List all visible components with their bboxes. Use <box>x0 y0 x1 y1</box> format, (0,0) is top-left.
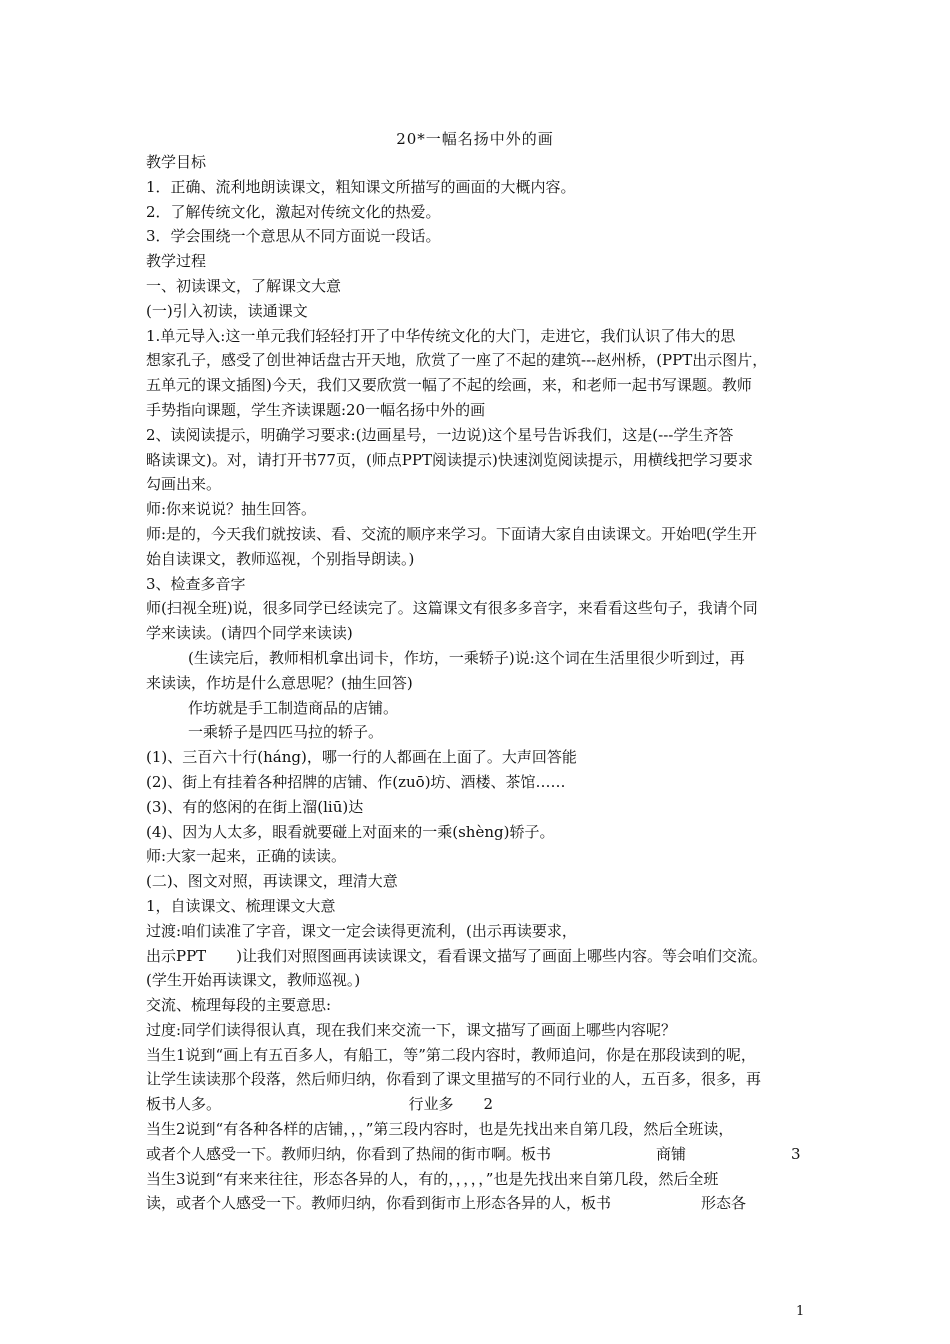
text-line: 当生1说到“画上有五百多人，有船工，等”第二段内容时，教师追问，你是在那段读到的呢， <box>146 1045 756 1064</box>
text-line: 五单元的课文插图)今天，我们又要欣赏一幅了不起的绘画，来，和老师一起书写课题。教师 <box>146 376 752 395</box>
text-line: 始自读课文，教师巡视，个别指导朗读。) <box>146 549 415 568</box>
text-line: 让学生读读那个段落，然后师归纳，你看到了课文里描写的不同行业的人，五百多，很多，再 <box>146 1070 762 1089</box>
text-line: 2、读阅读提示，明确学习要求:(边画星号，一边说)这个星号告诉我们，这是(---学生齐答 <box>146 425 734 444</box>
text-line: (生读完后，教师相机拿出词卡，作坊，一乘轿子)说:这个词在生活里很少听到过，再 <box>188 648 745 667</box>
text-line: 教学目标 <box>146 153 207 171</box>
document-title: 20*一幅名扬中外的画 <box>396 130 554 148</box>
text-line: 当生2说到“有各种各样的店铺，，，”第三段内容时，也是先找出来自第几段，然后全班读， <box>146 1120 734 1139</box>
text-line: 1．正确、流利地朗读课文，粗知课文所描写的画面的大概内容。 <box>146 177 576 196</box>
text-line: 读，或者个人感受一下。教师归纳，你看到街市上形态各异的人，板书 形态各 <box>146 1194 747 1213</box>
document-body <box>146 150 810 1216</box>
text-line: (2)、街上有挂着各种招牌的店铺、作(zuō)坊、酒楼、茶馆…… <box>146 772 566 791</box>
text-line: (1)、三百六十行(háng)，哪一行的人都画在上面了。大声回答能 <box>146 748 577 767</box>
text-line: 来读读，作坊是什么意思呢？(抽生回答) <box>146 673 413 692</box>
text-line: 板书人多。 行业多 2 <box>146 1095 494 1114</box>
text-line: (二)、图文对照，再读课文，理清大意 <box>146 872 398 891</box>
text-line: 师:你来说说？抽生回答。 <box>146 500 317 519</box>
text-line: 师:是的，今天我们就按读、看、交流的顺序来学习。下面请大家自由读课文。开始吧(学生开 <box>146 524 757 543</box>
text-line: 或者个人感受一下。教师归纳，你看到了热闹的街市啊。板书 商铺 3 <box>146 1144 801 1163</box>
text-line: (一)引入初读，读通课文 <box>146 301 308 320</box>
text-line: 3、检查多音字 <box>146 574 246 593</box>
text-line: 3．学会围绕一个意思从不同方面说一段话。 <box>146 227 441 246</box>
text-line: 2．了解传统文化，激起对传统文化的热爱。 <box>146 202 441 221</box>
text-line: 师(扫视全班)说，很多同学已经读完了。这篇课文有很多多音字，来看看这些句子，我请个同 <box>146 599 758 618</box>
text-line: 作坊就是手工制造商品的店铺。 <box>188 698 399 717</box>
text-line: 略读课文)。对，请打开书77页，(师点PPT阅读提示)快速浏览阅读提示，用横线把学习要求 <box>146 450 753 469</box>
text-line: 出示PPT )让我们对照图画再读读课文，看看课文描写了画面上哪些内容。等会咱们交流。 <box>146 946 768 965</box>
text-line: 一、初读课文，了解课文大意 <box>146 276 342 295</box>
text-line: 学来读读。(请四个同学来读读) <box>146 624 353 643</box>
text-line: (3)、有的悠闲的在街上溜(liū)达 <box>146 797 364 816</box>
text-line: 交流、梳理每段的主要意思: <box>146 996 332 1015</box>
text-line: 手势指向课题，学生齐读课题:20一幅名扬中外的画 <box>146 400 486 419</box>
text-line: 一乘轿子是四匹马拉的轿子。 <box>188 723 384 742</box>
text-line: 1，自读课文、梳理课文大意 <box>146 896 336 915</box>
text-line: 当生3说到“有来来往往，形态各异的人，有的，，，，，”也是先找出来自第几段，然后全班 <box>146 1169 719 1188</box>
text-line: 师:大家一起来，正确的读读。 <box>146 847 347 866</box>
page-number: 1 <box>796 1304 805 1319</box>
text-line: 勾画出来。 <box>146 475 222 494</box>
text-line: 过度:同学们读得很认真，现在我们来交流一下，课文描写了画面上哪些内容呢？ <box>146 1020 677 1039</box>
text-line: 过渡:咱们读准了字音，课文一定会读得更流利，(出示再读要求， <box>146 921 577 940</box>
text-line: (学生开始再读课文，教师巡视。) <box>146 971 361 990</box>
text-line: 1.单元导入:这一单元我们轻轻打开了中华传统文化的大门，走进它，我们认识了伟大的思 <box>146 326 736 345</box>
text-line: (4)、因为人太多，眼看就要碰上对面来的一乘(shèng)轿子。 <box>146 822 555 841</box>
text-line: 教学过程 <box>146 252 207 271</box>
text-line: 想家孔子，感受了创世神话盘古开天地，欣赏了一座了不起的建筑---赵州桥，(PPT出示图片， <box>146 351 768 370</box>
